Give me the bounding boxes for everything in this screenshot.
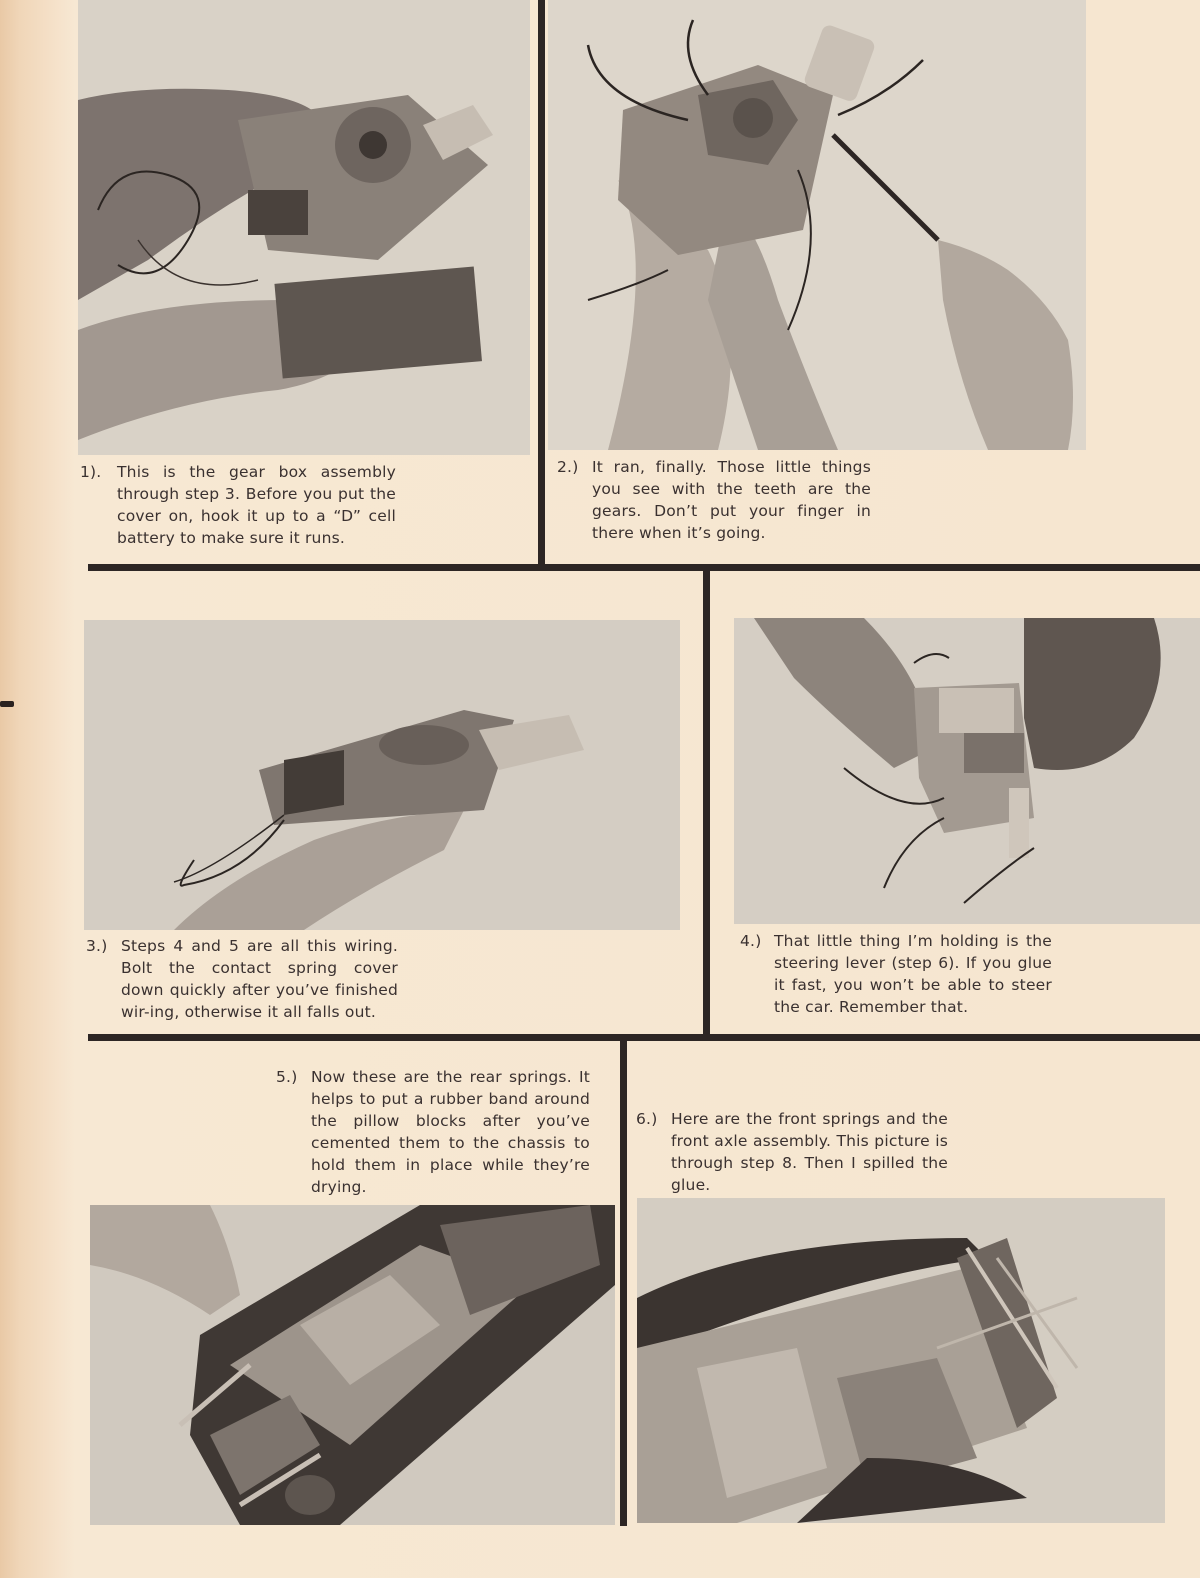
caption-text: That little thing I’m holding is the steering lever (step 6). If you glue it fast, you won’t be able to steer the car. Remember that. <box>774 932 1052 1016</box>
vertical-rule-top <box>538 0 545 566</box>
caption-6 <box>636 1108 948 1196</box>
caption-4 <box>740 930 1052 1018</box>
caption-number: 1). <box>80 463 102 481</box>
caption-text: Here are the front springs and the front axle assembly. This picture is through step 8. Then I spilled the glue. <box>671 1110 948 1194</box>
photo-rear-springs <box>90 1205 615 1525</box>
photo-front-springs <box>637 1198 1165 1523</box>
caption-number: 6.) <box>636 1110 658 1128</box>
photo-wiring <box>84 620 680 930</box>
caption-number: 5.) <box>276 1068 298 1086</box>
caption-number: 3.) <box>86 937 108 955</box>
photo-gear-box-assembly <box>78 0 530 455</box>
horizontal-rule-2 <box>88 1034 1200 1041</box>
vertical-rule-middle <box>703 571 710 1037</box>
caption-text: Now these are the rear springs. It helps to put a rubber band around the pillow blocks after you’ve cemented them to the chassis to hold them in place while they’re drying. <box>311 1068 590 1196</box>
caption-number: 4.) <box>740 932 762 950</box>
photo-gearbox-running <box>548 0 1086 450</box>
caption-1 <box>80 461 396 549</box>
caption-text: It ran, finally. Those little things you see with the teeth are the gears. Don’t put your finger in there when it’s going. <box>592 458 871 542</box>
caption-text: This is the gear box assembly through step 3. Before you put the cover on, hook it up to a “D” cell battery to make sure it runs. <box>117 463 396 547</box>
caption-text: Steps 4 and 5 are all this wiring. Bolt the contact spring cover down quickly after you’ve finished wir-ing, otherwise it all falls out. <box>121 937 398 1021</box>
caption-2 <box>557 456 871 544</box>
photo-steering-lever <box>734 618 1200 924</box>
horizontal-rule-1 <box>88 564 1200 571</box>
caption-number: 2.) <box>557 458 579 476</box>
vertical-rule-bottom <box>620 1041 627 1526</box>
binding-mark <box>0 701 14 707</box>
caption-3 <box>86 935 398 1023</box>
caption-5 <box>276 1066 590 1198</box>
